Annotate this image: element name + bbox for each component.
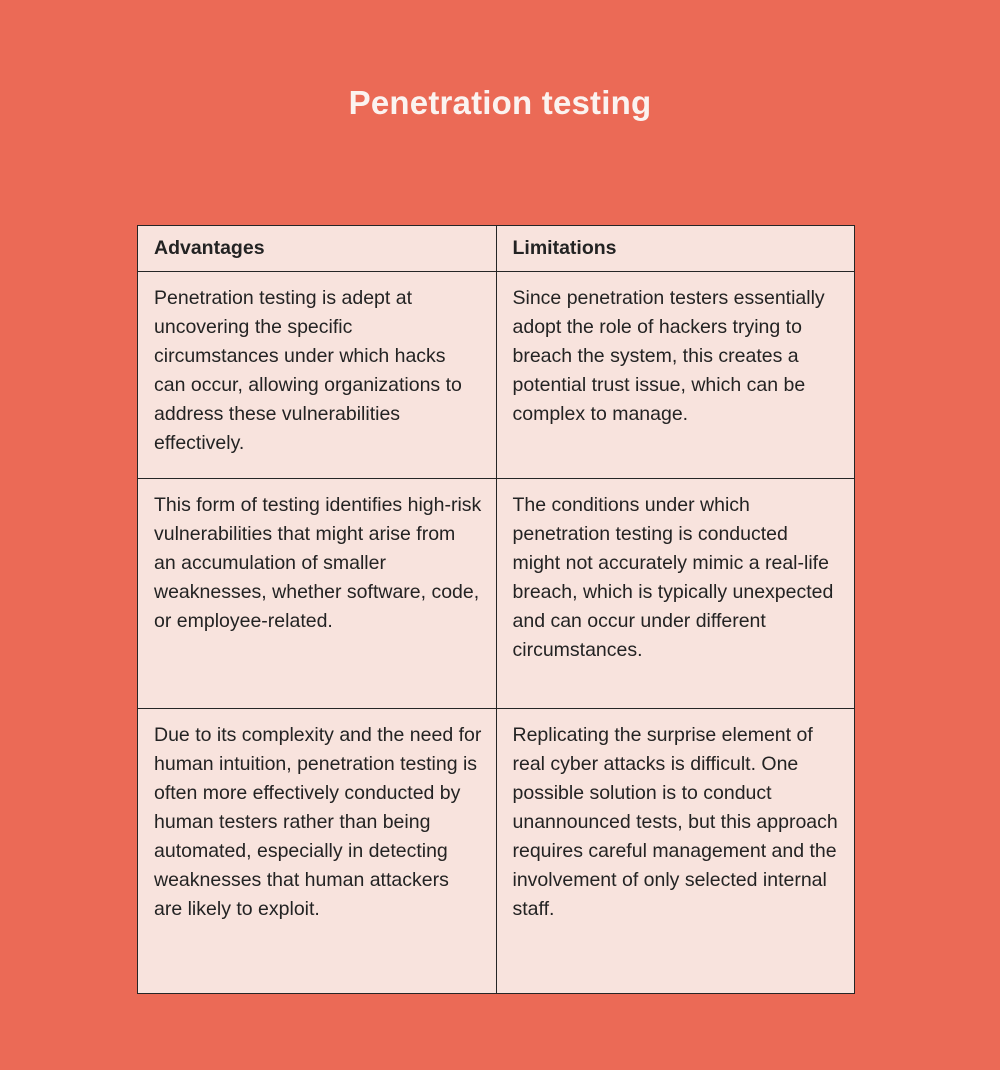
page-title: Penetration testing bbox=[348, 84, 652, 121]
table-cell-advantage-2: This form of testing identifies high-risk vulnerabilities that might arise from an accumulation of smaller weaknesses, whether software, code, or employee-related. bbox=[138, 479, 497, 709]
table-header-row bbox=[138, 226, 855, 272]
table-row bbox=[138, 709, 855, 994]
table-cell-limitation-1: Since penetration testers essentially adopt the role of hackers trying to breach the system, this creates a potential trust issue, which can be complex to manage. bbox=[496, 272, 855, 479]
table-header-advantages: Advantages bbox=[138, 226, 497, 272]
table-cell-limitation-3: Replicating the surprise element of real cyber attacks is difficult. One possible solution is to conduct unannounced tests, but this approach requires careful management and the involvement of only selected internal staff. bbox=[496, 709, 855, 994]
table-cell-limitation-2: The conditions under which penetration testing is conducted might not accurately mimic a real-life breach, which is typically unexpected and can occur under different circumstances. bbox=[496, 479, 855, 709]
table-row bbox=[138, 479, 855, 709]
table-row bbox=[138, 272, 855, 479]
table-cell-advantage-1: Penetration testing is adept at uncovering the specific circumstances under which hacks can occur, allowing organizations to address these vulnerabilities effectively. bbox=[138, 272, 497, 479]
comparison-table bbox=[137, 225, 855, 994]
table-cell-advantage-3: Due to its complexity and the need for human intuition, penetration testing is often more effectively conducted by human testers rather than being automated, especially in detecting weaknesses that human attackers are likely to exploit. bbox=[138, 709, 497, 994]
table-header-limitations: Limitations bbox=[496, 226, 855, 272]
